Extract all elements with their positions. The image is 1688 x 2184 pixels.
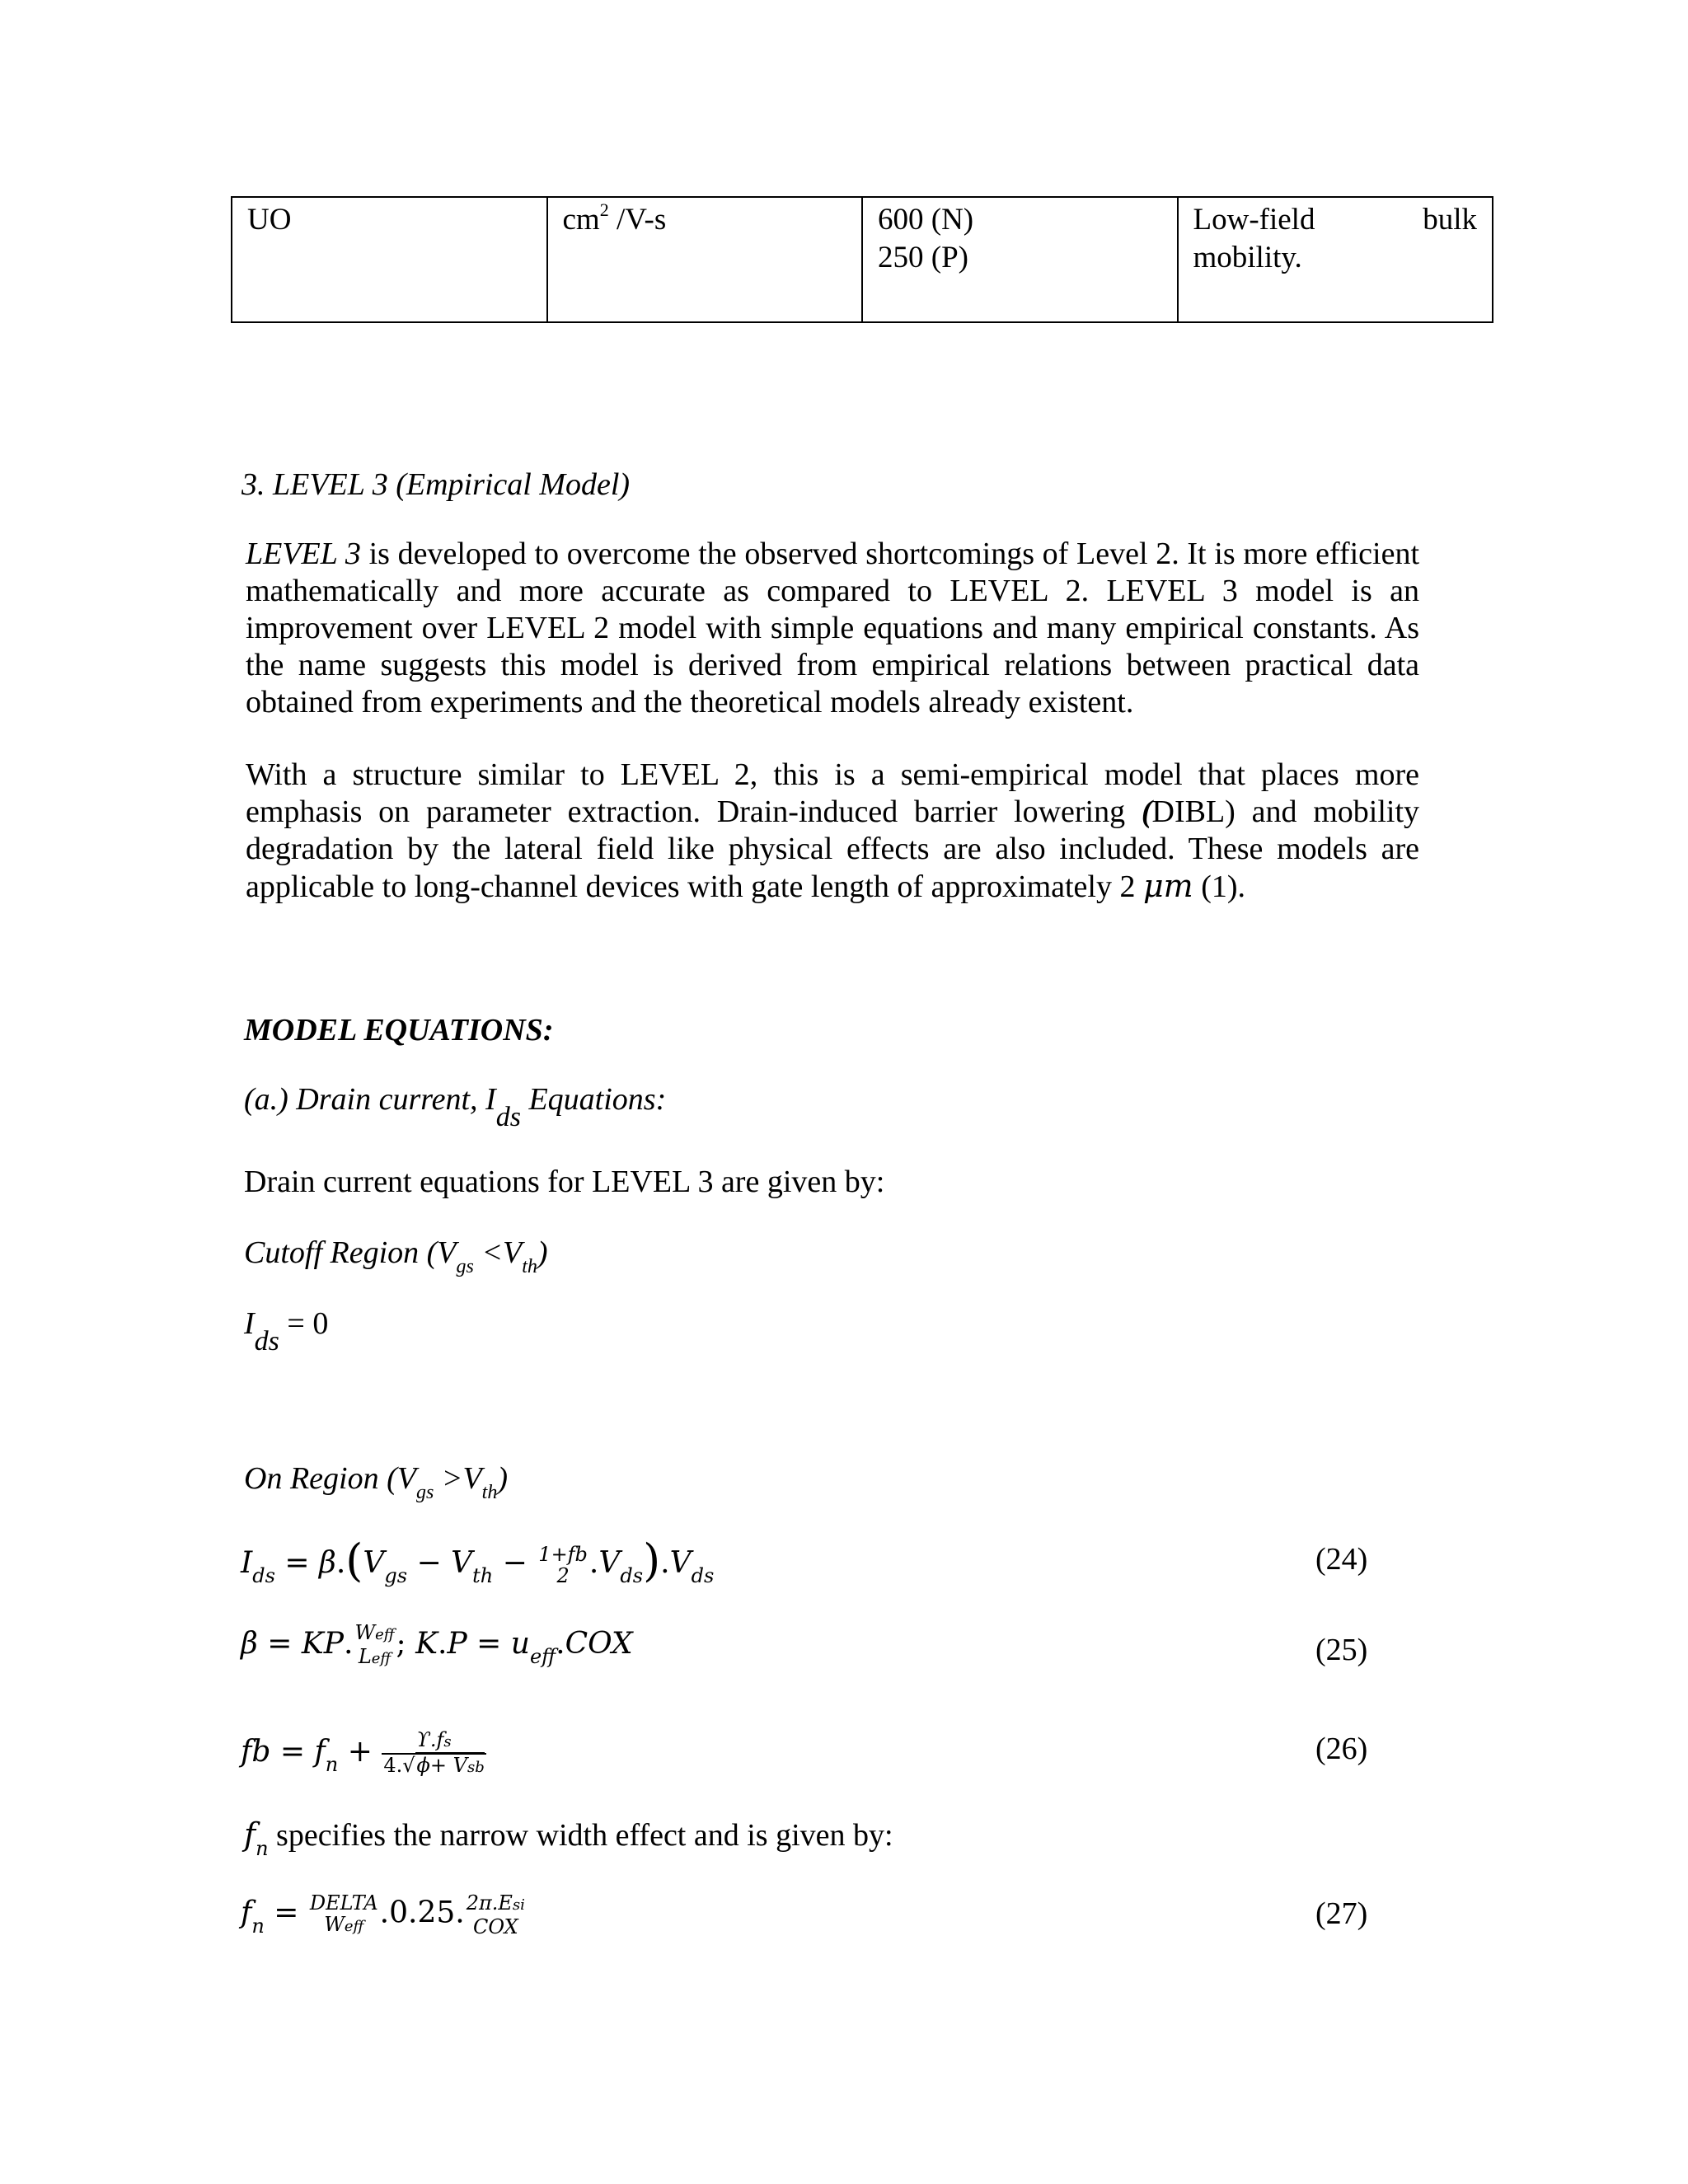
equation-number-26: (26) bbox=[1315, 1732, 1368, 1766]
equation-number-24: (24) bbox=[1315, 1542, 1368, 1577]
equation-25: β = KP. Weff Leff ; $K.P = u_{eff}.COX$ bbox=[241, 1621, 633, 1668]
equation-number-27: (27) bbox=[1315, 1896, 1368, 1931]
equation-26: fb = $f_n$ + $\frac{ϒ.fs}{\text{4.√ϕ+ Vsb}}$ bbox=[241, 1728, 485, 1777]
equation-number-25: (25) bbox=[1315, 1633, 1368, 1667]
paragraph-level3-structure: With a structure similar to LEVEL 2, this is a semi-empirical model that places more emphasis on parameter extraction. Drain-induced barrier lowering (DIBL) and mobility degradation by the lateral field like physical effects are also included. These models are applicable to long-channel devices with gate length of approximately 2 μm (1). bbox=[246, 757, 1419, 904]
equation-27: $f_n$ = DELTA Weff .0.25. 2π.Esi COX bbox=[241, 1891, 525, 1938]
cutoff-equation: Ids = 0 bbox=[244, 1306, 329, 1357]
param-units-cell: $cm^2$ /V-s bbox=[547, 197, 863, 322]
equation-24: $I_{ds} = \beta.(V_{gs} - V_{th}$ − 1+fb 2 $.V_{ds}).V_{ds}$ bbox=[241, 1535, 715, 1587]
drain-current-intro: Drain current equations for LEVEL 3 are given by: bbox=[244, 1165, 885, 1199]
param-name-cell: UO bbox=[232, 197, 547, 322]
drain-current-subheading: (a.) Drain current, Ids Equations: bbox=[244, 1082, 667, 1132]
section-heading: 3. LEVEL 3 (Empirical Model) bbox=[241, 467, 631, 502]
on-region-label: On Region $(V_{gs} >V_{th})$ bbox=[244, 1461, 508, 1503]
param-description-cell: Low-field bulk mobility. bbox=[1178, 197, 1493, 322]
units-superscript: 2 bbox=[599, 199, 609, 220]
param-default-cell: 600 (N) 250 (P) bbox=[862, 197, 1178, 322]
paragraph-level3-intro: LEVEL 3 is developed to overcome the observed shortcomings of Level 2. It is more efficient mathematically and more accurate as compared to LEVEL 2. LEVEL 3 model is an improvement over LEVEL 2 model with simple equations and many empirical constants. As the name suggests this model is derived from empirical relations between practical data obtained from experiments and the theoretical models already existent. bbox=[246, 537, 1419, 719]
parameter-table bbox=[231, 196, 1493, 323]
model-equations-heading: MODEL EQUATIONS: bbox=[244, 1013, 554, 1047]
narrow-width-text: $f_n$ specifies the narrow width effect and is given by: bbox=[244, 1816, 893, 1860]
table-row bbox=[232, 197, 1493, 322]
cutoff-region-label: Cutoff Region $(V_{gs} <V_{th})$ bbox=[244, 1235, 548, 1277]
